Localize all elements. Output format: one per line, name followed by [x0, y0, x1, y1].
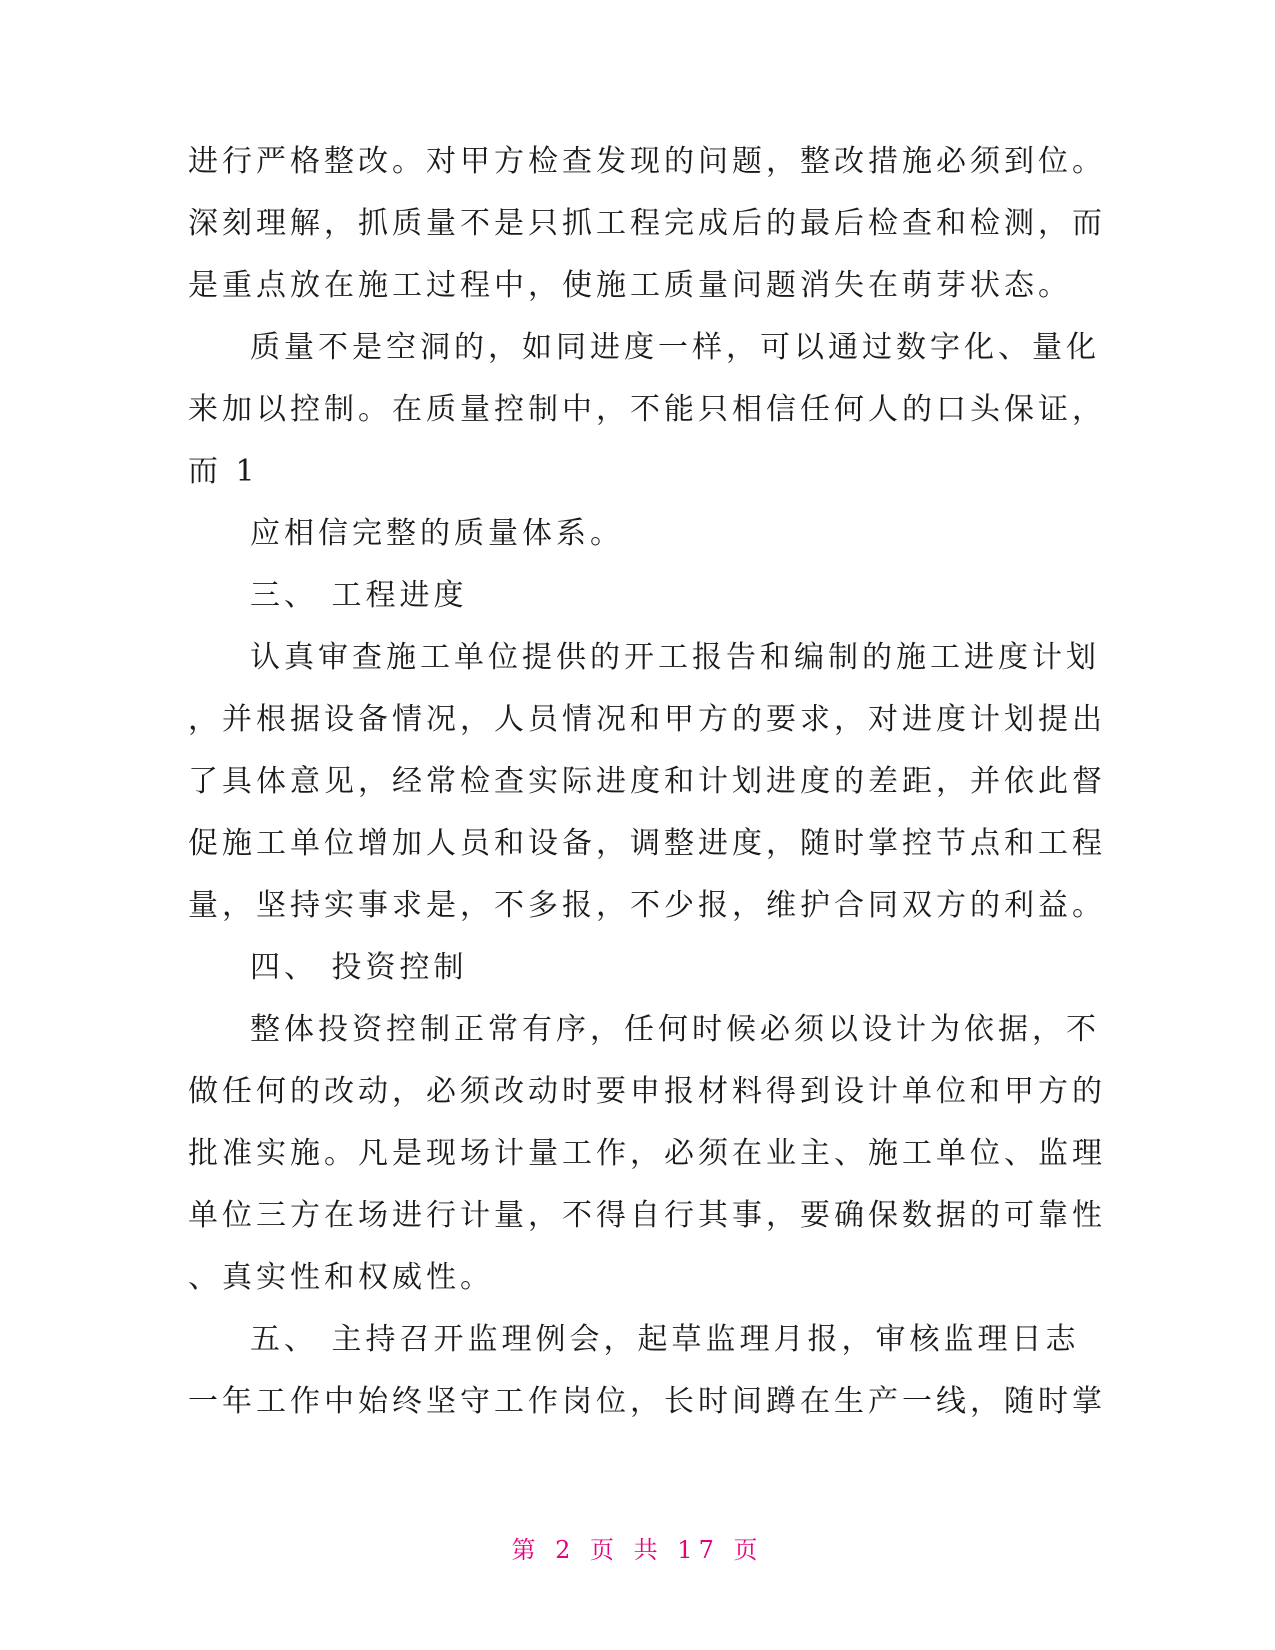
body-line: 认真审查施工单位提供的开工报告和编制的施工进度计划 [250, 640, 1100, 675]
body-line: 批准实施。凡是现场计量工作，必须在业主、施工单位、监理 [188, 1136, 1106, 1171]
body-line: 而 1 [188, 454, 259, 489]
section-heading: 四、 投资控制 [250, 950, 468, 985]
body-line: 是重点放在施工过程中，使施工质量问题消失在萌芽状态。 [188, 268, 1072, 303]
body-line: 质量不是空洞的，如同进度一样，可以通过数字化、量化 [250, 330, 1100, 365]
body-line: 了具体意见，经常检查实际进度和计划进度的差距，并依此督 [188, 764, 1106, 799]
body-line: 整体投资控制正常有序，任何时候必须以设计为依据，不 [250, 1012, 1100, 1047]
page-number-footer: 第 2 页 共 17 页 [511, 1536, 764, 1564]
body-line: 进行严格整改。对甲方检查发现的问题，整改措施必须到位。 [188, 144, 1106, 179]
body-line: 应相信完整的质量体系。 [250, 516, 624, 551]
body-line: 量，坚持实事求是，不多报，不少报，维护合同双方的利益。 [188, 888, 1106, 923]
body-line: 单位三方在场进行计量，不得自行其事，要确保数据的可靠性 [188, 1198, 1106, 1233]
section-heading: 三、 工程进度 [250, 578, 468, 613]
body-line: 促施工单位增加人员和设备，调整进度，随时掌控节点和工程 [188, 826, 1106, 861]
body-line: 、真实性和权威性。 [188, 1260, 494, 1295]
body-line: 做任何的改动，必须改动时要申报材料得到设计单位和甲方的 [188, 1074, 1106, 1109]
body-line: 来加以控制。在质量控制中，不能只相信任何人的口头保证， [188, 392, 1106, 427]
body-line: 深刻理解，抓质量不是只抓工程完成后的最后检查和检测，而 [188, 206, 1106, 241]
section-heading: 五、 主持召开监理例会，起草监理月报，审核监理日志 [250, 1322, 1080, 1357]
body-line: 一年工作中始终坚守工作岗位，长时间蹲在生产一线，随时掌 [188, 1384, 1106, 1419]
body-line: ，并根据设备情况，人员情况和甲方的要求，对进度计划提出 [188, 702, 1106, 737]
